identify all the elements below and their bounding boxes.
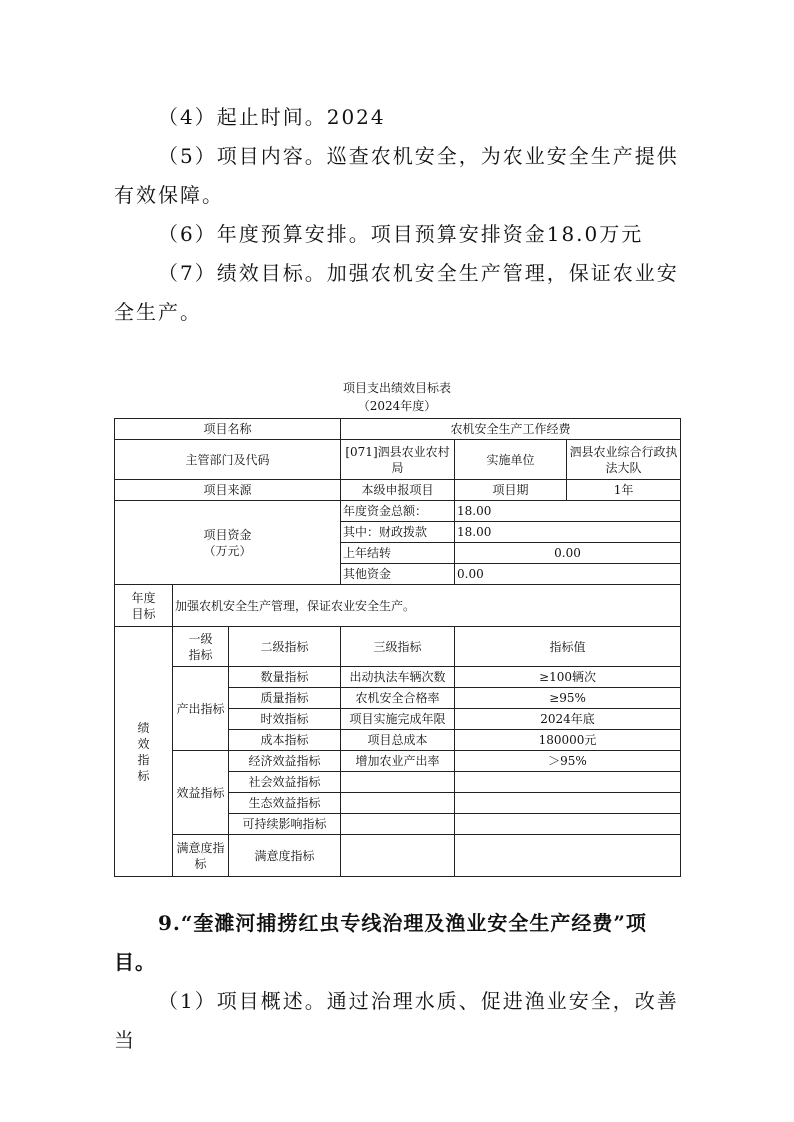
benefit-l3 — [341, 814, 455, 835]
satisfaction-label-line1: 满意度指 — [176, 840, 225, 855]
head-level1-line2: 指标 — [188, 647, 213, 662]
benefit-value: ＞95% — [455, 751, 681, 772]
benefit-l2: 经济效益指标 — [229, 751, 341, 772]
dept-label: 主管部门及代码 — [115, 440, 341, 480]
benefit-label: 效益指标 — [173, 751, 229, 835]
output-l3: 出动执法车辆次数 — [341, 667, 455, 688]
funds-total-value: 18.00 — [455, 501, 681, 522]
funds-other-value: 0.00 — [455, 564, 681, 585]
perf-label-char: 标 — [137, 768, 150, 783]
benefit-l3: 增加农业产出率 — [341, 751, 455, 772]
output-l3: 项目实施完成年限 — [341, 709, 455, 730]
output-l3: 项目总成本 — [341, 730, 455, 751]
funds-carryover-label: 上年结转 — [341, 543, 455, 564]
perf-label-char: 绩 — [137, 720, 150, 735]
satisfaction-l2: 满意度指标 — [229, 835, 341, 877]
funds-label: 项目资金 — [203, 527, 252, 542]
funds-total-label: 年度资金总额： — [341, 501, 455, 522]
funds-fiscal-value: 18.00 — [455, 522, 681, 543]
perf-label-char: 指 — [137, 752, 150, 767]
output-value: 180000元 — [455, 730, 681, 751]
benefit-value — [455, 793, 681, 814]
satisfaction-l3 — [341, 835, 455, 877]
period-label: 项目期 — [455, 480, 567, 501]
para-content: （5）项目内容。巡查农机安全，为农业安全生产提供有效保障。 — [114, 144, 679, 207]
goal-value: 加强农机安全生产管理，保证农业安全生产。 — [173, 585, 681, 627]
head-value: 指标值 — [455, 627, 681, 667]
head-level2: 二级指标 — [229, 627, 341, 667]
dept-value: [071]泗县农业农村局 — [341, 440, 455, 480]
para-budget: （6）年度预算安排。项目预算安排资金18.0万元 — [158, 222, 644, 246]
output-l2: 质量指标 — [229, 688, 341, 709]
table-row — [115, 440, 681, 480]
funds-fiscal-label: 其中：财政拨款 — [341, 522, 455, 543]
table-row — [115, 751, 681, 772]
funds-unit: （万元） — [203, 543, 252, 558]
table-year: （2024年度） — [357, 399, 437, 413]
project-name-label: 项目名称 — [115, 419, 341, 440]
table-row — [115, 501, 681, 522]
funds-other-label: 其他资金 — [341, 564, 455, 585]
impl-value: 泗县农业综合行政执法大队 — [567, 440, 681, 480]
benefit-l3 — [341, 772, 455, 793]
source-value: 本级申报项目 — [341, 480, 455, 501]
output-value: 2024年底 — [455, 709, 681, 730]
funds-carryover-value: 0.00 — [455, 543, 681, 564]
table-row — [115, 480, 681, 501]
section-heading: 9.“奎濉河捕捞红虫专线治理及渔业安全生产经费”项目。 — [114, 911, 647, 974]
table-row — [115, 585, 681, 627]
output-l2: 时效指标 — [229, 709, 341, 730]
goal-label-cell — [115, 585, 173, 627]
para-goal: （7）绩效目标。加强农机安全生产管理，保证农业安全生产。 — [114, 261, 679, 324]
para-period: （4）起止时间。2024 — [158, 105, 386, 129]
satisfaction-label-cell — [173, 835, 229, 877]
impl-label: 实施单位 — [455, 440, 567, 480]
head-level3: 三级指标 — [341, 627, 455, 667]
output-l2: 成本指标 — [229, 730, 341, 751]
table-row — [115, 667, 681, 688]
period-value: 1年 — [567, 480, 681, 501]
head-level1-line1: 一级 — [188, 631, 213, 646]
goal-label-line1: 年度 — [131, 590, 156, 605]
table-row — [115, 835, 681, 877]
table-title: 项目支出绩效目标表 — [342, 381, 451, 395]
perf-label-char: 效 — [137, 736, 150, 751]
satisfaction-label-line2: 标 — [194, 856, 207, 871]
benefit-l2: 可持续影响指标 — [229, 814, 341, 835]
output-value: ≥100辆次 — [455, 667, 681, 688]
output-l3: 农机安全合格率 — [341, 688, 455, 709]
table-row — [115, 419, 681, 440]
benefit-l2: 生态效益指标 — [229, 793, 341, 814]
satisfaction-value — [455, 835, 681, 877]
table-row — [115, 627, 681, 667]
performance-table — [114, 418, 681, 877]
benefit-value — [455, 772, 681, 793]
benefit-l2: 社会效益指标 — [229, 772, 341, 793]
para-overview: （1）项目概述。通过治理水质、促进渔业安全，改善当 — [114, 989, 679, 1052]
goal-label-line2: 目标 — [131, 606, 156, 621]
project-name: 农机安全生产工作经费 — [341, 419, 681, 440]
output-label: 产出指标 — [173, 667, 229, 751]
output-l2: 数量指标 — [229, 667, 341, 688]
head-level1-cell — [173, 627, 229, 667]
funds-label-cell — [115, 501, 341, 585]
benefit-value — [455, 814, 681, 835]
output-value: ≥95% — [455, 688, 681, 709]
source-label: 项目来源 — [115, 480, 341, 501]
benefit-l3 — [341, 793, 455, 814]
perf-label-cell — [115, 627, 173, 877]
